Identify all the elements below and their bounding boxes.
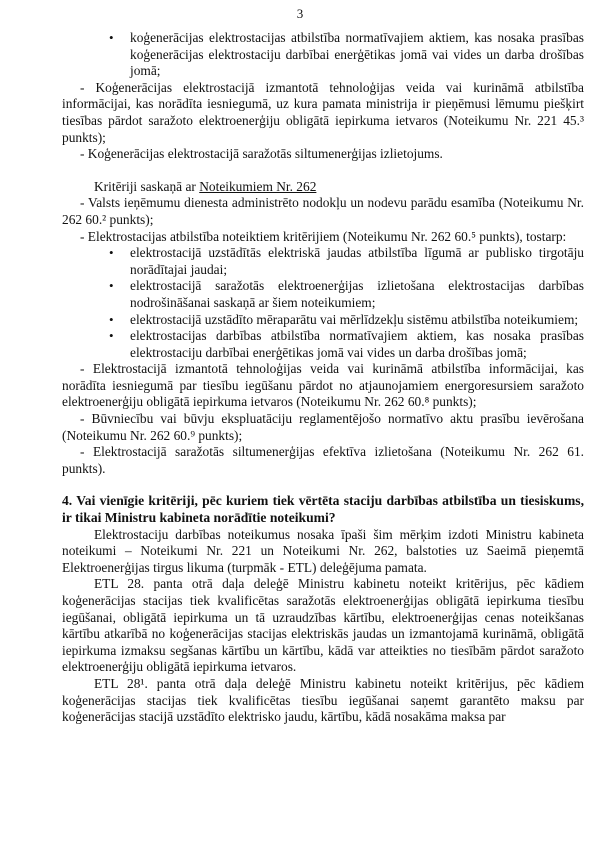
section-4-heading: 4. Vai vienīgie kritēriji, pēc kuriem tiek vērtēta staciju darbības atbilstība un tiesiskums, ir tikai Ministru kabineta norādītie noteikumi?	[62, 493, 584, 526]
list-item-text: elektrostacijā uzstādītās elektriskā jaudas atbilstība līgumā ar publisko tirgotāju norādītajai jaudai;	[130, 245, 584, 277]
list-item-text: koģenerācijas elektrostacijas atbilstība normatīvajiem aktiem, kas nosaka prasības koģenerācijas elektrostaciju darbībai enerģētikas jomā vai vides un darba drošības jomā;	[130, 30, 584, 79]
bullet-icon: •	[109, 30, 114, 45]
list-item	[62, 245, 584, 278]
intro-dash-item-2: - Koģenerācijas elektrostacijā saražotās siltumenerģijas izlietojums.	[80, 146, 443, 162]
criteria-heading	[62, 179, 584, 196]
section-4-paragraph-3: ETL 28¹. panta otrā daļa deleģē Ministru kabinetu noteikt kritērijus, pēc kādiem koģenerācijas stacijas tiek kvalificētas tiesību iegūšanai saņemt garantēto maksu par koģenerācijas stacijā uzstādīto elektrisko jaudu, kārtību, kādā nosakāma maksa par	[62, 675, 584, 725]
section-4-paragraph-1: Elektrostaciju darbības noteikumus nosaka īpaši šim mērķim izdoti Ministru kabineta noteikumi – Noteikumi Nr. 221 un Noteikumi Nr. 262, balstoties uz Saeimā pieņemtā Elektroenerģijas tirgus likuma (turpmāk - ETL) deleģējuma pamata.	[62, 526, 584, 575]
spacer	[62, 163, 584, 179]
criteria-item-3: - Elektrostacijā izmantotā tehnoloģijas veida vai kurināmā atbilstība informācijai, kas norādīta iesniegumā par tiesību iegūšanu pārdot no atjaunojamiem energoresursiem saražoto elektroenerģiju obligātā iepirkuma ietvaros (Noteikumu Nr. 262 60.⁸ punkts);	[62, 361, 584, 410]
bullet-icon: •	[109, 245, 114, 261]
list-item	[62, 30, 584, 80]
list-item	[62, 328, 584, 361]
list-item-text: elektrostacijā uzstādīto mēraparātu vai mērlīdzekļu sistēmu atbilstība noteikumiem;	[130, 311, 579, 327]
list-item-text: elektrostacijā saražotās elektroenerģijas izlietošana elektrostacijas darbības nodrošināšanai saskaņā ar šiem noteikumiem;	[130, 278, 584, 310]
criteria-sub-bullet-list	[62, 245, 584, 361]
list-item-text: elektrostacijas darbības atbilstība normatīvajiem aktiem, kas nosaka prasības elektrostaciju darbībai enerģētikas jomā vai vides un darba drošības jomā;	[130, 328, 584, 360]
bullet-icon: •	[109, 278, 114, 294]
list-item	[62, 312, 584, 329]
intro-dash-item-1: - Koģenerācijas elektrostacijā izmantotā tehnoloģijas veida vai kurināmā atbilstība informācijai, kas norādīta iesniegumā, uz kura pamata ministrija ir pieņēmusi lēmumu piešķirt tiesības pārdot saražoto elektroenerģiju obligātā iepirkuma ietvaros (Noteikumu Nr. 221 45.³ punkts);	[62, 79, 584, 145]
bullet-icon: •	[109, 311, 114, 327]
spacer	[62, 477, 584, 493]
section-4-paragraph-2: ETL 28. panta otrā daļa deleģē Ministru kabinetu noteikt kritērijus, pēc kādiem koģenerācijas stacijas tiek kvalificētas saražotās elektroenerģijas obligātā iepirkuma tiesību iegūšanai, obligātā iepirkuma un tā uzraudzības kārtību, elektroenerģijas cenas noteikšanas kārtību atkarībā no koģenerācijas stacijas elektriskās jaudas un izmantojamā kurināmā, obligātā iepirkuma izmaksu segšanas kārtību un kārtību, kādā var atteikties no tiesībām pārdot saražoto elektroenerģiju obligātā iepirkuma ietvaros.	[62, 576, 584, 675]
criteria-item-5: - Elektrostacijā saražotās siltumenerģijas efektīva izlietošana (Noteikumu Nr. 262 61. punkts).	[62, 444, 584, 476]
intro-bullet-list	[62, 30, 584, 80]
regulation-link[interactable]: Noteikumiem Nr. 262	[199, 178, 317, 194]
list-item	[62, 278, 584, 311]
criteria-heading-prefix: Kritēriji saskaņā ar	[94, 178, 200, 194]
criteria-item-2: - Elektrostacijas atbilstība noteiktiem kritērijiem (Noteikumu Nr. 262 60.⁵ punkts), tostarp:	[80, 228, 567, 244]
criteria-item-1: - Valsts ieņēmumu dienesta administrēto nodokļu un nodevu parādu esamība (Noteikumu Nr. 262 60.² punkts);	[62, 195, 584, 227]
document-body	[62, 30, 584, 726]
page-number: 3	[296, 6, 304, 21]
bullet-icon: •	[109, 328, 114, 344]
criteria-item-4: - Būvniecību vai būvju ekspluatāciju reglamentējošo normatīvo aktu prasību ievērošana (Noteikumu Nr. 262 60.⁹ punkts);	[62, 411, 584, 443]
